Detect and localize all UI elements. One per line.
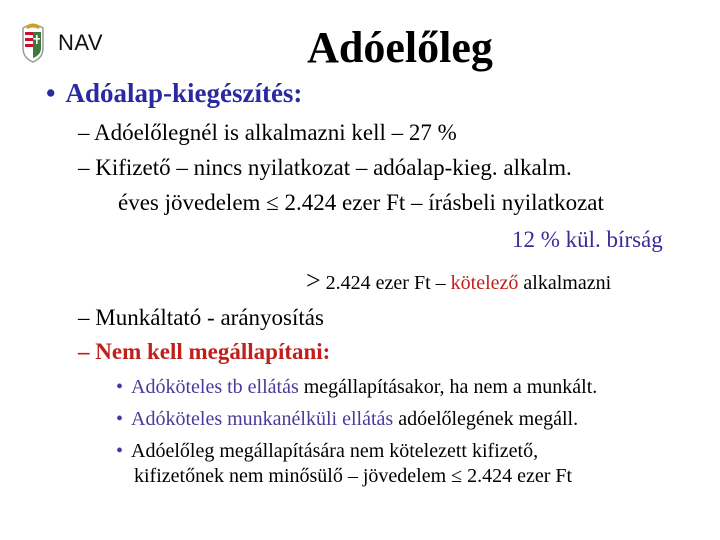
fine-text: 12 % kül. bírság [512, 227, 663, 252]
item-text: 2.424 ezer Ft – [320, 272, 451, 294]
sub-bullet [116, 376, 597, 399]
gt-symbol: > [306, 266, 321, 295]
bullet-icon: • [116, 440, 124, 462]
item-text: Kifizető – nincs nyilatkozat – adóalap-kieg. alkalm. [95, 155, 572, 180]
logo-text: NAV [58, 30, 104, 55]
main-bullet [46, 78, 302, 109]
item-text: Adóelőlegnél is alkalmazni kell – 27 % [93, 120, 457, 145]
highlight-text: Adóköteles tb ellátás [131, 376, 299, 398]
item-text: adóelőlegének megáll. [393, 408, 579, 430]
emphasis-text: kötelező [450, 272, 519, 294]
sub-bullet [116, 440, 538, 463]
list-item [78, 339, 330, 365]
heading-text: Adóalap-kiegészítés: [65, 78, 303, 108]
list-item [78, 155, 572, 181]
list-item [78, 120, 457, 146]
dash: – [78, 305, 90, 330]
bullet-icon: • [46, 78, 56, 108]
highlight-text: Adóköteles munkanélküli ellátás [131, 408, 394, 430]
dash: – [78, 120, 90, 145]
page-title: Adóelőleg [307, 23, 493, 72]
list-item-continuation: éves jövedelem ≤ 2.424 ezer Ft – írásbeli nyilatkozat [118, 190, 604, 215]
dash: – [78, 155, 90, 180]
sub-bullet-continuation: kifizetőnek nem minősülő – jövedelem ≤ 2.424 ezer Ft [134, 465, 573, 487]
item-text: Nem kell megállapítani: [95, 339, 331, 364]
item-text: alkalmazni [518, 272, 612, 294]
item-text: Adóelőleg megállapítására nem kötelezett kifizető, [131, 440, 539, 462]
bullet-icon: • [116, 408, 124, 430]
list-item-continuation [306, 266, 611, 296]
list-item [78, 305, 324, 331]
item-text: megállapításakor, ha nem a munkált. [298, 376, 598, 398]
sub-bullet [116, 408, 578, 431]
bullet-icon: • [116, 376, 124, 398]
item-text: Munkáltató - arányosítás [95, 305, 324, 330]
dash: – [78, 339, 90, 364]
